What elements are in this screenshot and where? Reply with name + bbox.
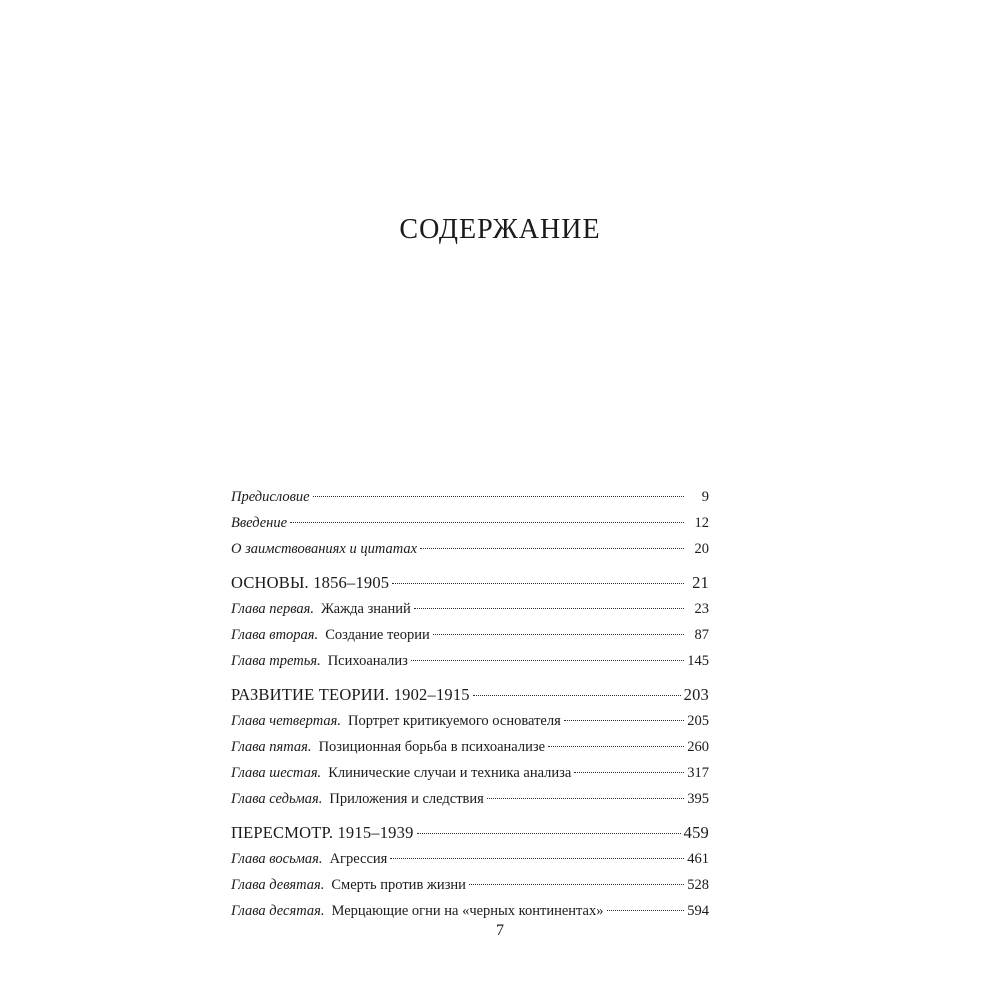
toc-page-number: 459 [683,823,709,842]
toc-dot-leader [290,522,684,523]
toc-chapter-number: Глава восьмая. [231,851,323,867]
page-number: 7 [496,922,504,939]
toc-page-number: 395 [687,791,709,807]
toc-dot-leader [564,720,684,721]
toc-dot-leader [390,858,684,859]
toc-entry [231,898,709,924]
toc-entry [231,648,709,674]
toc-title: О заимствованиях и цитатах [231,541,418,557]
toc-entry [231,536,709,562]
toc-page-number: 9 [701,489,709,505]
toc-title: Жажда знаний [321,601,411,617]
toc-chapter-number: Глава шестая. [231,765,322,781]
toc-entry [231,760,709,786]
toc-dot-leader [433,634,684,635]
toc-entry [231,846,709,872]
toc-title: Приложения и следствия [329,791,484,807]
toc-dot-leader [420,548,684,549]
toc-dot-leader [487,798,684,799]
toc-dot-leader [574,772,684,773]
toc-part-heading [231,682,709,708]
toc-part-heading [231,820,709,846]
toc-dot-leader [313,496,684,497]
toc-dot-leader [417,833,681,834]
toc-page-number: 21 [692,573,709,592]
toc-title: Портрет критикуемого основателя [347,713,561,729]
toc-entry [231,622,709,648]
toc-page-number: 461 [687,851,709,867]
toc-title: Предисловие [231,489,310,505]
toc-entry [231,708,709,734]
toc-title: Создание теории [325,627,430,643]
table-of-contents [231,484,709,924]
toc-page-number: 317 [687,765,709,781]
toc-chapter-number: Глава четвертая. [231,713,341,729]
toc-chapter-number: Глава вторая. [231,627,319,643]
toc-title: Клинические случаи и техника анализа [328,765,572,781]
toc-chapter-number: Глава третья. [231,653,321,669]
toc-chapter-number: Глава седьмая. [231,791,323,807]
toc-chapter-number: Глава десятая. [231,903,325,919]
toc-chapter-number: Глава пятая. [231,739,312,755]
toc-title: ОСНОВЫ. 1856–1905 [231,573,390,592]
toc-entry [231,734,709,760]
toc-title: Агрессия [329,851,388,867]
toc-entry [231,786,709,812]
toc-page-number: 205 [687,713,709,729]
toc-page-number: 20 [694,541,709,557]
toc-group-part-2 [231,682,709,812]
toc-page-number: 260 [687,739,709,755]
toc-dot-leader [392,583,684,584]
toc-dot-leader [414,608,684,609]
toc-title: РАЗВИТИЕ ТЕОРИИ. 1902–1915 [231,685,470,704]
toc-entry [231,872,709,898]
toc-dot-leader [473,695,681,696]
toc-page-number: 12 [694,515,709,531]
toc-page-number: 145 [687,653,709,669]
toc-part-heading [231,570,709,596]
toc-dot-leader [607,910,685,911]
toc-page-number: 87 [694,627,709,643]
toc-entry [231,596,709,622]
toc-title: Позиционная борьба в психоанализе [318,739,546,755]
page-title: СОДЕРЖАНИЕ [399,214,601,245]
toc-group-part-3 [231,820,709,924]
toc-page-number: 594 [687,903,709,919]
toc-chapter-number: Глава девятая. [231,877,325,893]
toc-dot-leader [469,884,684,885]
toc-title: Мерцающие огни на «черных континентах» [331,903,604,919]
toc-chapter-number: Глава первая. [231,601,315,617]
toc-title: ПЕРЕСМОТР. 1915–1939 [231,823,414,842]
toc-group-front [231,484,709,562]
toc-title: Смерть против жизни [331,877,466,893]
toc-dot-leader [411,660,684,661]
toc-group-part-1 [231,570,709,674]
toc-page-number: 203 [683,685,709,704]
toc-page-number: 528 [687,877,709,893]
toc-title: Введение [231,515,288,531]
toc-dot-leader [548,746,684,747]
toc-entry [231,510,709,536]
toc-entry [231,484,709,510]
toc-title: Психоанализ [327,653,408,669]
toc-page-number: 23 [694,601,709,617]
